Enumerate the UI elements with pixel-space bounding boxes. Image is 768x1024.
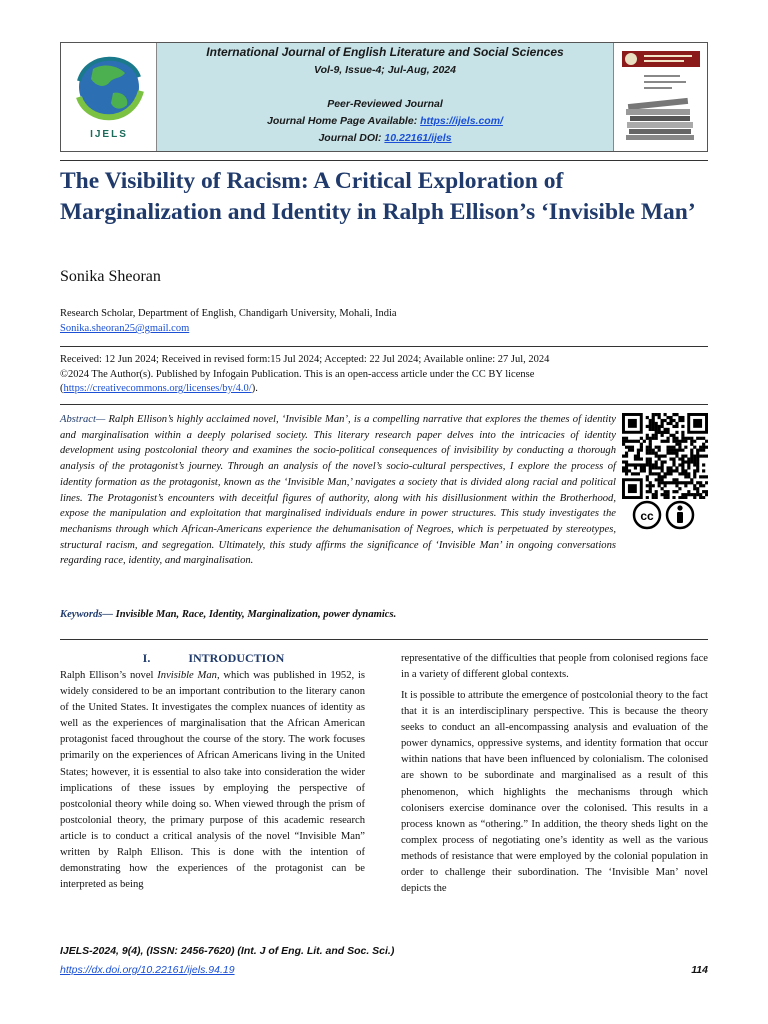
globe-logo-icon xyxy=(73,47,145,129)
cover-text-line xyxy=(644,87,672,89)
journal-logo xyxy=(61,43,157,151)
cover-title-line xyxy=(644,55,692,57)
journal-cover-icon xyxy=(613,43,707,151)
keywords-label: Keywords— xyxy=(60,609,113,620)
journal-header xyxy=(60,42,708,152)
section-number: I. xyxy=(142,651,151,665)
header-divider xyxy=(60,160,708,161)
cover-text-line xyxy=(644,75,680,77)
paragraph-text: Ralph Ellison’s novel xyxy=(60,670,158,681)
author-email-link[interactable]: Sonika.sheoran25@gmail.com xyxy=(60,323,190,334)
author-name: Sonika Sheoran xyxy=(60,268,161,285)
dates-line: Received: 12 Jun 2024; Received in revised form:15 Jul 2024; Accepted: 22 Jul 2024; Available online: 27 Jul, 2024 xyxy=(60,354,550,365)
body-paragraph: representative of the difficulties that people from colonised regions face in a variety of different global contexts. xyxy=(401,653,708,681)
cover-text-line xyxy=(644,81,686,83)
section-heading xyxy=(60,651,367,666)
journal-name: International Journal of English Literature and Social Sciences xyxy=(206,45,564,59)
body-divider xyxy=(60,639,708,640)
logo-text: IJELS xyxy=(90,129,128,140)
homepage-label: Journal Home Page Available: xyxy=(267,115,421,127)
license-link[interactable]: https://creativecommons.org/licenses/by/4.0/ xyxy=(63,383,252,394)
homepage-link[interactable]: https://ijels.com/ xyxy=(420,115,503,127)
svg-text:cc: cc xyxy=(640,509,654,523)
author-affiliation: Research Scholar, Department of English, Chandigarh University, Mohali, India xyxy=(60,308,397,319)
homepage-line xyxy=(157,115,613,127)
abstract-divider xyxy=(60,404,708,405)
qr-code-icon xyxy=(622,413,708,499)
abstract-text: Ralph Ellison’s highly acclaimed novel, ‘Invisible Man’, is a compelling narrative that explores the themes of identity and marginalisation within a deeply polarised society. This literary research paper delves into the intricacies of identity development using postcolonial theory and examines the socio-political consequences of invisibility by conducting a thorough analysis of the protagonist’s journey. Through an analysis of the novel’s socio-cultural perspectives, I explore the process of identity formation as the protagonist, known as the ‘Invisible Man,’ navigates a society that is divided along racial and political lines. The Protagonist’s encounters with deceitful figures of authority, along with his disillusionment within the Brotherhood, expose the manipulation and exploitation that marginalised individuals endure in power structures. This study investigates the mechanisms through which African-Americans experience the dehumanisation of Negroes, which is perpetuated by stereotypes, structural racism, and segregation. Ultimately, this study affirms the significance of ‘Invisible Man’ in ongoing conversations regarding race, identity, and marginalisation. xyxy=(60,414,616,567)
paren-close: ). xyxy=(251,383,258,394)
abstract xyxy=(60,412,616,569)
abstract-label: Abstract— xyxy=(60,414,106,425)
footer-doi-link[interactable]: https://dx.doi.org/10.22161/ijels.94.19 xyxy=(60,964,235,976)
by-attribution-icon xyxy=(667,502,693,528)
publication-dates xyxy=(60,353,708,397)
cover-emblem xyxy=(625,53,637,65)
section-title: INTRODUCTION xyxy=(188,651,285,665)
body-column-left xyxy=(60,668,365,893)
journal-doi-link[interactable]: 10.22161/ijels xyxy=(384,132,452,144)
keywords-text: Invisible Man, Race, Identity, Marginalization, power dynamics. xyxy=(112,609,397,620)
article-title: The Visibility of Racism: A Critical Exploration of Marginalization and Identity in Ralph Ellison’s ‘Invisible Man’ xyxy=(60,168,696,225)
license-url-line xyxy=(60,382,708,397)
footer-citation: IJELS-2024, 9(4), (ISSN: 2456-7620) (Int. J of Eng. Lit. and Soc. Sci.) xyxy=(60,945,395,957)
peer-reviewed-label: Peer-Reviewed Journal xyxy=(327,98,443,110)
volume-issue: Vol-9, Issue-4; Jul-Aug, 2024 xyxy=(314,64,456,76)
keywords xyxy=(60,609,396,620)
doi-label: Journal DOI: xyxy=(318,132,385,144)
books-illustration xyxy=(624,97,698,141)
body-paragraph: It is possible to attribute the emergence of postcolonial theory to the fact that it is an interdisciplinary perspective. This is because the theory seeks to conduct an all-encompassing analysis and evaluation of the power dynamics, oppressive systems, and identity formation that occur within nations that have been influenced by colonialism. The colonised are shown to be subordinate and marginalised as a result of this phenomenon, which highlights the mechanisms through which colonisers exercise dominance over the colonised. This results in a process known as “othering.” In addition, the theory sheds light on the complex process of negotiating one’s identity as well as the various methods of resistance that were employed by the colonial population in order to challenge their subordination. The ‘Invisible Man’ novel depicts the xyxy=(401,690,708,895)
journal-info xyxy=(157,43,613,151)
license-badge xyxy=(632,500,698,530)
license-line: ©2024 The Author(s). Published by Infogain Publication. This is an open-access article under the CC BY license xyxy=(60,368,535,380)
doi-line xyxy=(157,132,613,144)
cover-title-line xyxy=(644,60,684,62)
paren-open: ( xyxy=(60,383,64,394)
cc-icon xyxy=(634,502,660,528)
page-number: 114 xyxy=(691,964,708,976)
novel-title: Invisible Man xyxy=(157,670,217,681)
paragraph-text: , which was published in 1952, is widely considered to be an important contribution to the literary canon of the United States. It investigates the complex nuances of identity as well as the experiences of marginalisation that the African American protagonist faced throughout the course of the story. The work focuses primarily on the experiences of African Americans living in the United States; however, it is essential to also take into consideration the wider implications of these issues by employing the perspective of postcolonial theory while doing so. When viewed through the prism of postcolonial theory, the primary purpose of this academic research article is to conduct a critical analysis of the novel “Invisible Man” written by Ralph Ellison. This is done with the intention of demonstrating how the experiences of the protagonist can be interpreted as being xyxy=(60,670,366,891)
dates-divider xyxy=(60,346,708,347)
